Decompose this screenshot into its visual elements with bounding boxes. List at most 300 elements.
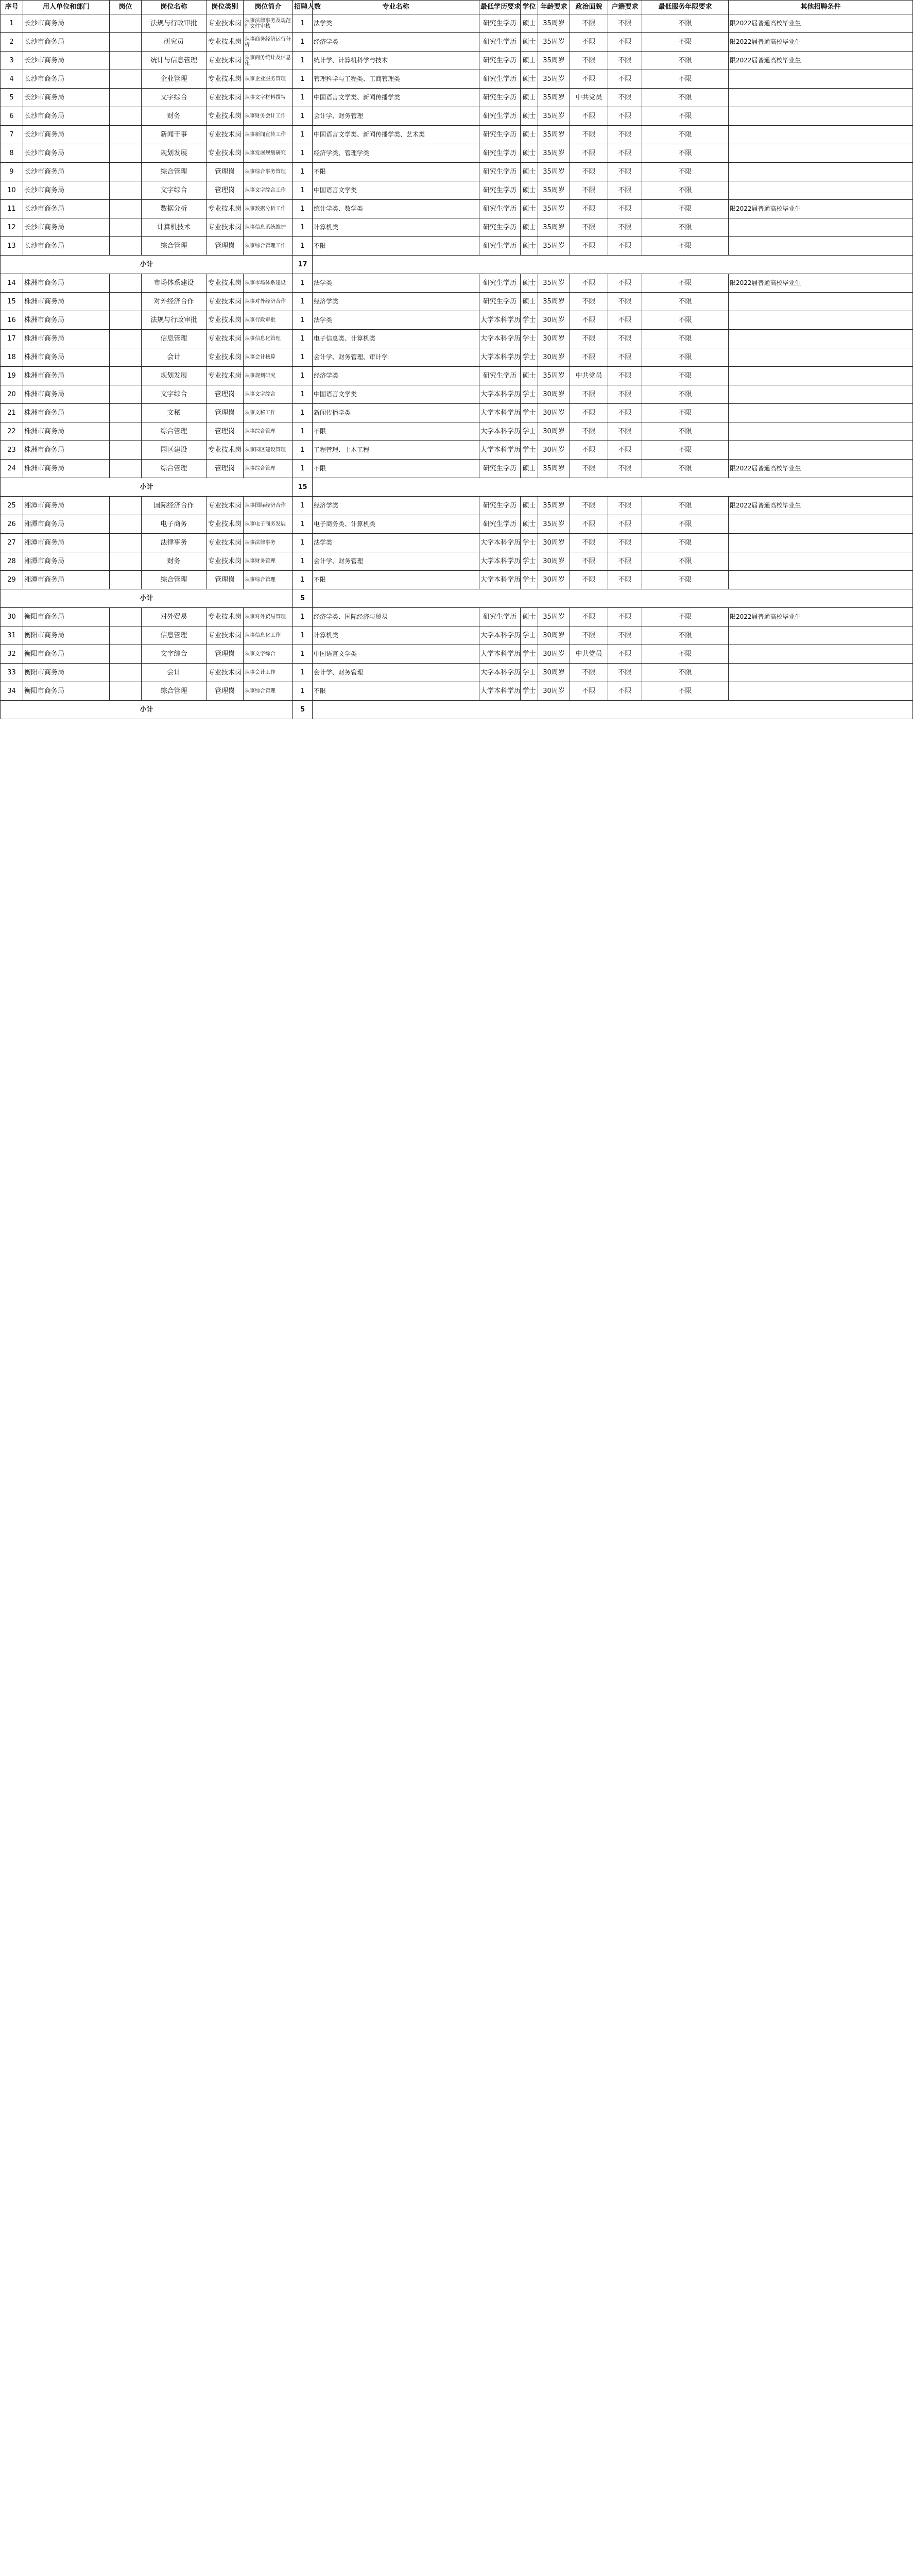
cell-num: 1	[293, 70, 313, 89]
cell-dept	[110, 404, 142, 422]
table-body	[1, 14, 913, 719]
table-row	[1, 163, 913, 181]
cell-desc: 从事规划研究	[244, 367, 293, 385]
cell-unit: 湘潭市商务局	[23, 571, 110, 589]
cell-pol: 不限	[570, 348, 608, 367]
cell-exp: 不限	[642, 682, 729, 701]
cell-num: 1	[293, 293, 313, 311]
cell-post: 国际经济合作	[142, 497, 206, 515]
cell-age: 35周岁	[538, 33, 570, 52]
cell-desc: 从事行政审批	[244, 311, 293, 330]
cell-edu: 大学本科学历	[479, 534, 521, 552]
cell-dept	[110, 237, 142, 256]
subtotal-label: 小计	[1, 589, 293, 608]
cell-deg: 学士	[521, 626, 538, 645]
cell-unit: 长沙市商务局	[23, 33, 110, 52]
cell-exp: 不限	[642, 404, 729, 422]
cell-num: 1	[293, 460, 313, 478]
cell-num: 1	[293, 422, 313, 441]
cell-unit: 衡阳市商务局	[23, 682, 110, 701]
cell-pol: 不限	[570, 293, 608, 311]
cell-edu: 研究生学历	[479, 144, 521, 163]
cell-desc: 从事文秘工作	[244, 404, 293, 422]
cell-type: 管理岗	[206, 404, 244, 422]
cell-unit: 株洲市商务局	[23, 460, 110, 478]
cell-type: 管理岗	[206, 237, 244, 256]
cell-dept	[110, 608, 142, 626]
cell-edu: 研究生学历	[479, 497, 521, 515]
cell-type: 管理岗	[206, 422, 244, 441]
cell-no: 31	[1, 626, 23, 645]
cell-post: 统计与信息管理	[142, 52, 206, 70]
table-row	[1, 367, 913, 385]
cell-deg: 硕士	[521, 126, 538, 144]
col-pol-header: 政治面貌	[570, 1, 608, 14]
cell-major: 经济学类	[313, 293, 479, 311]
subtotal-empty	[313, 589, 913, 608]
cell-dept	[110, 52, 142, 70]
cell-post: 园区建设	[142, 441, 206, 460]
cell-no: 8	[1, 144, 23, 163]
cell-deg: 学士	[521, 571, 538, 589]
table-row	[1, 664, 913, 682]
cell-deg: 硕士	[521, 293, 538, 311]
subtotal-empty	[313, 478, 913, 497]
cell-no: 16	[1, 311, 23, 330]
cell-edu: 研究生学历	[479, 200, 521, 218]
cell-desc: 从事文字综合	[244, 385, 293, 404]
cell-deg: 硕士	[521, 237, 538, 256]
cell-pol: 不限	[570, 552, 608, 571]
cell-other	[729, 534, 913, 552]
cell-hukou: 不限	[608, 348, 642, 367]
cell-hukou: 不限	[608, 33, 642, 52]
cell-major: 经济学类、国际经济与贸易	[313, 608, 479, 626]
cell-dept	[110, 126, 142, 144]
table-row	[1, 534, 913, 552]
cell-exp: 不限	[642, 126, 729, 144]
col-post-header: 岗位名称	[142, 1, 206, 14]
cell-age: 35周岁	[538, 367, 570, 385]
col-major-header: 专业名称	[313, 1, 479, 14]
cell-type: 专业技术岗	[206, 144, 244, 163]
cell-age: 35周岁	[538, 89, 570, 107]
cell-age: 35周岁	[538, 52, 570, 70]
cell-age: 30周岁	[538, 404, 570, 422]
cell-hukou: 不限	[608, 293, 642, 311]
cell-hukou: 不限	[608, 626, 642, 645]
cell-age: 35周岁	[538, 181, 570, 200]
cell-other: 限2022届普通高校毕业生	[729, 497, 913, 515]
cell-no: 20	[1, 385, 23, 404]
cell-hukou: 不限	[608, 126, 642, 144]
cell-hukou: 不限	[608, 218, 642, 237]
cell-deg: 硕士	[521, 367, 538, 385]
cell-other: 限2022届普通高校毕业生	[729, 52, 913, 70]
cell-unit: 长沙市商务局	[23, 163, 110, 181]
table-row	[1, 645, 913, 664]
cell-desc: 从事发展规划研究	[244, 144, 293, 163]
cell-unit: 长沙市商务局	[23, 237, 110, 256]
subtotal-label: 小计	[1, 256, 293, 274]
cell-no: 33	[1, 664, 23, 682]
cell-major: 计算机类	[313, 626, 479, 645]
cell-dept	[110, 385, 142, 404]
cell-post: 计算机技术	[142, 218, 206, 237]
cell-num: 1	[293, 52, 313, 70]
cell-unit: 株洲市商务局	[23, 422, 110, 441]
cell-exp: 不限	[642, 218, 729, 237]
subtotal-num: 5	[293, 589, 313, 608]
cell-exp: 不限	[642, 608, 729, 626]
cell-type: 专业技术岗	[206, 107, 244, 126]
cell-hukou: 不限	[608, 497, 642, 515]
cell-pol: 不限	[570, 311, 608, 330]
cell-major: 会计学、财务管理	[313, 107, 479, 126]
cell-type: 专业技术岗	[206, 311, 244, 330]
cell-pol: 不限	[570, 144, 608, 163]
cell-deg: 硕士	[521, 218, 538, 237]
cell-desc: 从事综合管理工作	[244, 237, 293, 256]
cell-pol: 不限	[570, 52, 608, 70]
cell-num: 1	[293, 200, 313, 218]
cell-edu: 大学本科学历	[479, 571, 521, 589]
table-row	[1, 237, 913, 256]
cell-major: 新闻传播学类	[313, 404, 479, 422]
cell-major: 电子商务类、计算机类	[313, 515, 479, 534]
cell-post: 电子商务	[142, 515, 206, 534]
cell-type: 专业技术岗	[206, 330, 244, 348]
cell-hukou: 不限	[608, 237, 642, 256]
cell-unit: 长沙市商务局	[23, 144, 110, 163]
cell-hukou: 不限	[608, 534, 642, 552]
cell-major: 管理科学与工程类、工商管理类	[313, 70, 479, 89]
col-desc-header: 岗位简介	[244, 1, 293, 14]
cell-other	[729, 682, 913, 701]
cell-dept	[110, 645, 142, 664]
cell-exp: 不限	[642, 293, 729, 311]
cell-pol: 不限	[570, 274, 608, 293]
cell-exp: 不限	[642, 144, 729, 163]
cell-edu: 大学本科学历	[479, 682, 521, 701]
cell-major: 法学类	[313, 274, 479, 293]
cell-age: 30周岁	[538, 645, 570, 664]
cell-hukou: 不限	[608, 608, 642, 626]
cell-unit: 株洲市商务局	[23, 293, 110, 311]
table-row	[1, 89, 913, 107]
cell-hukou: 不限	[608, 422, 642, 441]
cell-edu: 大学本科学历	[479, 404, 521, 422]
cell-other	[729, 89, 913, 107]
cell-major: 经济学类、管理学类	[313, 144, 479, 163]
cell-desc: 从事对外贸易管理	[244, 608, 293, 626]
cell-post: 对外经济合作	[142, 293, 206, 311]
cell-dept	[110, 89, 142, 107]
table-row	[1, 218, 913, 237]
cell-hukou: 不限	[608, 52, 642, 70]
cell-pol: 不限	[570, 497, 608, 515]
cell-edu: 研究生学历	[479, 181, 521, 200]
cell-deg: 硕士	[521, 144, 538, 163]
cell-type: 专业技术岗	[206, 218, 244, 237]
col-num-header: 招聘人数	[293, 1, 313, 14]
cell-post: 法规与行政审批	[142, 311, 206, 330]
table-row	[1, 404, 913, 422]
cell-other	[729, 218, 913, 237]
cell-post: 文字综合	[142, 89, 206, 107]
cell-exp: 不限	[642, 552, 729, 571]
col-age-header: 年龄要求	[538, 1, 570, 14]
cell-post: 财务	[142, 107, 206, 126]
cell-deg: 硕士	[521, 460, 538, 478]
cell-other	[729, 571, 913, 589]
cell-exp: 不限	[642, 534, 729, 552]
cell-pol: 不限	[570, 534, 608, 552]
cell-age: 30周岁	[538, 534, 570, 552]
cell-no: 6	[1, 107, 23, 126]
cell-other: 限2022届普通高校毕业生	[729, 274, 913, 293]
cell-other	[729, 385, 913, 404]
cell-unit: 衡阳市商务局	[23, 626, 110, 645]
cell-other: 限2022届普通高校毕业生	[729, 14, 913, 33]
cell-num: 1	[293, 218, 313, 237]
cell-unit: 长沙市商务局	[23, 70, 110, 89]
cell-unit: 长沙市商务局	[23, 181, 110, 200]
cell-edu: 大学本科学历	[479, 626, 521, 645]
cell-other	[729, 70, 913, 89]
cell-edu: 研究生学历	[479, 608, 521, 626]
cell-desc: 从事企业服务管理	[244, 70, 293, 89]
cell-major: 不限	[313, 682, 479, 701]
col-dept-header: 岗位	[110, 1, 142, 14]
cell-pol: 不限	[570, 441, 608, 460]
cell-desc: 从事综合管理	[244, 422, 293, 441]
cell-type: 专业技术岗	[206, 534, 244, 552]
cell-type: 专业技术岗	[206, 14, 244, 33]
cell-pol: 不限	[570, 200, 608, 218]
cell-major: 法学类	[313, 534, 479, 552]
cell-unit: 株洲市商务局	[23, 330, 110, 348]
cell-other	[729, 293, 913, 311]
cell-post: 法律事务	[142, 534, 206, 552]
cell-other	[729, 126, 913, 144]
subtotal-label: 小计	[1, 701, 293, 719]
cell-no: 29	[1, 571, 23, 589]
cell-desc: 从事综合管理	[244, 571, 293, 589]
cell-major: 工程管理、土木工程	[313, 441, 479, 460]
cell-no: 7	[1, 126, 23, 144]
cell-dept	[110, 200, 142, 218]
cell-other	[729, 645, 913, 664]
cell-post: 对外贸易	[142, 608, 206, 626]
cell-num: 1	[293, 163, 313, 181]
cell-type: 专业技术岗	[206, 200, 244, 218]
cell-major: 法学类	[313, 311, 479, 330]
cell-exp: 不限	[642, 200, 729, 218]
cell-edu: 研究生学历	[479, 367, 521, 385]
subtotal-row	[1, 478, 913, 497]
cell-num: 1	[293, 441, 313, 460]
cell-type: 专业技术岗	[206, 52, 244, 70]
cell-post: 综合管理	[142, 422, 206, 441]
cell-edu: 大学本科学历	[479, 441, 521, 460]
table-header	[1, 1, 913, 14]
cell-no: 17	[1, 330, 23, 348]
cell-exp: 不限	[642, 14, 729, 33]
cell-desc: 从事国际经济合作	[244, 497, 293, 515]
cell-type: 管理岗	[206, 460, 244, 478]
cell-major: 计算机类	[313, 218, 479, 237]
cell-num: 1	[293, 181, 313, 200]
cell-num: 1	[293, 385, 313, 404]
cell-num: 1	[293, 33, 313, 52]
cell-pol: 不限	[570, 626, 608, 645]
cell-major: 中国语言文学类、新闻传播学类、艺术类	[313, 126, 479, 144]
cell-deg: 学士	[521, 441, 538, 460]
cell-exp: 不限	[642, 181, 729, 200]
table-row	[1, 460, 913, 478]
cell-post: 文字综合	[142, 385, 206, 404]
cell-unit: 长沙市商务局	[23, 200, 110, 218]
cell-num: 1	[293, 144, 313, 163]
cell-edu: 研究生学历	[479, 460, 521, 478]
cell-pol: 不限	[570, 330, 608, 348]
cell-pol: 不限	[570, 14, 608, 33]
cell-no: 30	[1, 608, 23, 626]
cell-type: 专业技术岗	[206, 608, 244, 626]
cell-type: 专业技术岗	[206, 126, 244, 144]
cell-other	[729, 422, 913, 441]
cell-major: 法学类	[313, 14, 479, 33]
subtotal-num: 15	[293, 478, 313, 497]
cell-edu: 研究生学历	[479, 33, 521, 52]
cell-deg: 学士	[521, 422, 538, 441]
cell-no: 1	[1, 14, 23, 33]
cell-age: 35周岁	[538, 107, 570, 126]
cell-age: 30周岁	[538, 422, 570, 441]
cell-dept	[110, 274, 142, 293]
cell-no: 11	[1, 200, 23, 218]
col-deg-header: 学位	[521, 1, 538, 14]
cell-pol: 不限	[570, 237, 608, 256]
subtotal-num: 17	[293, 256, 313, 274]
cell-num: 1	[293, 608, 313, 626]
cell-deg: 学士	[521, 348, 538, 367]
cell-num: 1	[293, 126, 313, 144]
cell-edu: 研究生学历	[479, 89, 521, 107]
cell-edu: 研究生学历	[479, 126, 521, 144]
cell-edu: 研究生学历	[479, 163, 521, 181]
cell-desc: 从事新闻宣传工作	[244, 126, 293, 144]
cell-other	[729, 348, 913, 367]
cell-no: 24	[1, 460, 23, 478]
cell-exp: 不限	[642, 626, 729, 645]
table-row	[1, 441, 913, 460]
cell-post: 信息管理	[142, 330, 206, 348]
table-row	[1, 181, 913, 200]
cell-age: 30周岁	[538, 682, 570, 701]
table-row	[1, 682, 913, 701]
subtotal-row	[1, 701, 913, 719]
col-no-header: 序号	[1, 1, 23, 14]
cell-other	[729, 404, 913, 422]
cell-exp: 不限	[642, 163, 729, 181]
subtotal-label: 小计	[1, 478, 293, 497]
cell-edu: 研究生学历	[479, 274, 521, 293]
cell-exp: 不限	[642, 52, 729, 70]
cell-hukou: 不限	[608, 571, 642, 589]
cell-pol: 不限	[570, 385, 608, 404]
cell-type: 专业技术岗	[206, 552, 244, 571]
cell-edu: 大学本科学历	[479, 330, 521, 348]
cell-dept	[110, 534, 142, 552]
cell-num: 1	[293, 497, 313, 515]
cell-dept	[110, 70, 142, 89]
cell-deg: 学士	[521, 552, 538, 571]
cell-post: 规划发展	[142, 367, 206, 385]
cell-pol: 不限	[570, 163, 608, 181]
cell-hukou: 不限	[608, 89, 642, 107]
cell-age: 35周岁	[538, 70, 570, 89]
cell-exp: 不限	[642, 70, 729, 89]
cell-unit: 长沙市商务局	[23, 218, 110, 237]
cell-post: 法规与行政审批	[142, 14, 206, 33]
cell-edu: 大学本科学历	[479, 552, 521, 571]
cell-exp: 不限	[642, 274, 729, 293]
table-row	[1, 274, 913, 293]
cell-deg: 硕士	[521, 497, 538, 515]
cell-other	[729, 163, 913, 181]
cell-desc: 从事综合管理	[244, 460, 293, 478]
cell-post: 数据分析	[142, 200, 206, 218]
cell-exp: 不限	[642, 460, 729, 478]
cell-dept	[110, 33, 142, 52]
cell-post: 综合管理	[142, 163, 206, 181]
cell-age: 35周岁	[538, 293, 570, 311]
cell-age: 30周岁	[538, 348, 570, 367]
cell-deg: 硕士	[521, 14, 538, 33]
cell-num: 1	[293, 107, 313, 126]
cell-age: 30周岁	[538, 626, 570, 645]
cell-pol: 不限	[570, 515, 608, 534]
cell-edu: 研究生学历	[479, 515, 521, 534]
cell-deg: 学士	[521, 311, 538, 330]
cell-dept	[110, 163, 142, 181]
cell-hukou: 不限	[608, 274, 642, 293]
cell-post: 信息管理	[142, 626, 206, 645]
cell-other	[729, 311, 913, 330]
cell-num: 1	[293, 552, 313, 571]
cell-desc: 从事数据分析工作	[244, 200, 293, 218]
cell-pol: 不限	[570, 126, 608, 144]
cell-type: 专业技术岗	[206, 626, 244, 645]
cell-hukou: 不限	[608, 181, 642, 200]
cell-dept	[110, 626, 142, 645]
cell-num: 1	[293, 237, 313, 256]
cell-edu: 大学本科学历	[479, 385, 521, 404]
cell-hukou: 不限	[608, 330, 642, 348]
cell-age: 35周岁	[538, 274, 570, 293]
cell-type: 专业技术岗	[206, 497, 244, 515]
cell-other	[729, 144, 913, 163]
subtotal-row	[1, 589, 913, 608]
cell-type: 专业技术岗	[206, 70, 244, 89]
cell-other	[729, 181, 913, 200]
cell-major: 不限	[313, 237, 479, 256]
cell-other	[729, 441, 913, 460]
subtotal-num: 5	[293, 701, 313, 719]
cell-exp: 不限	[642, 497, 729, 515]
